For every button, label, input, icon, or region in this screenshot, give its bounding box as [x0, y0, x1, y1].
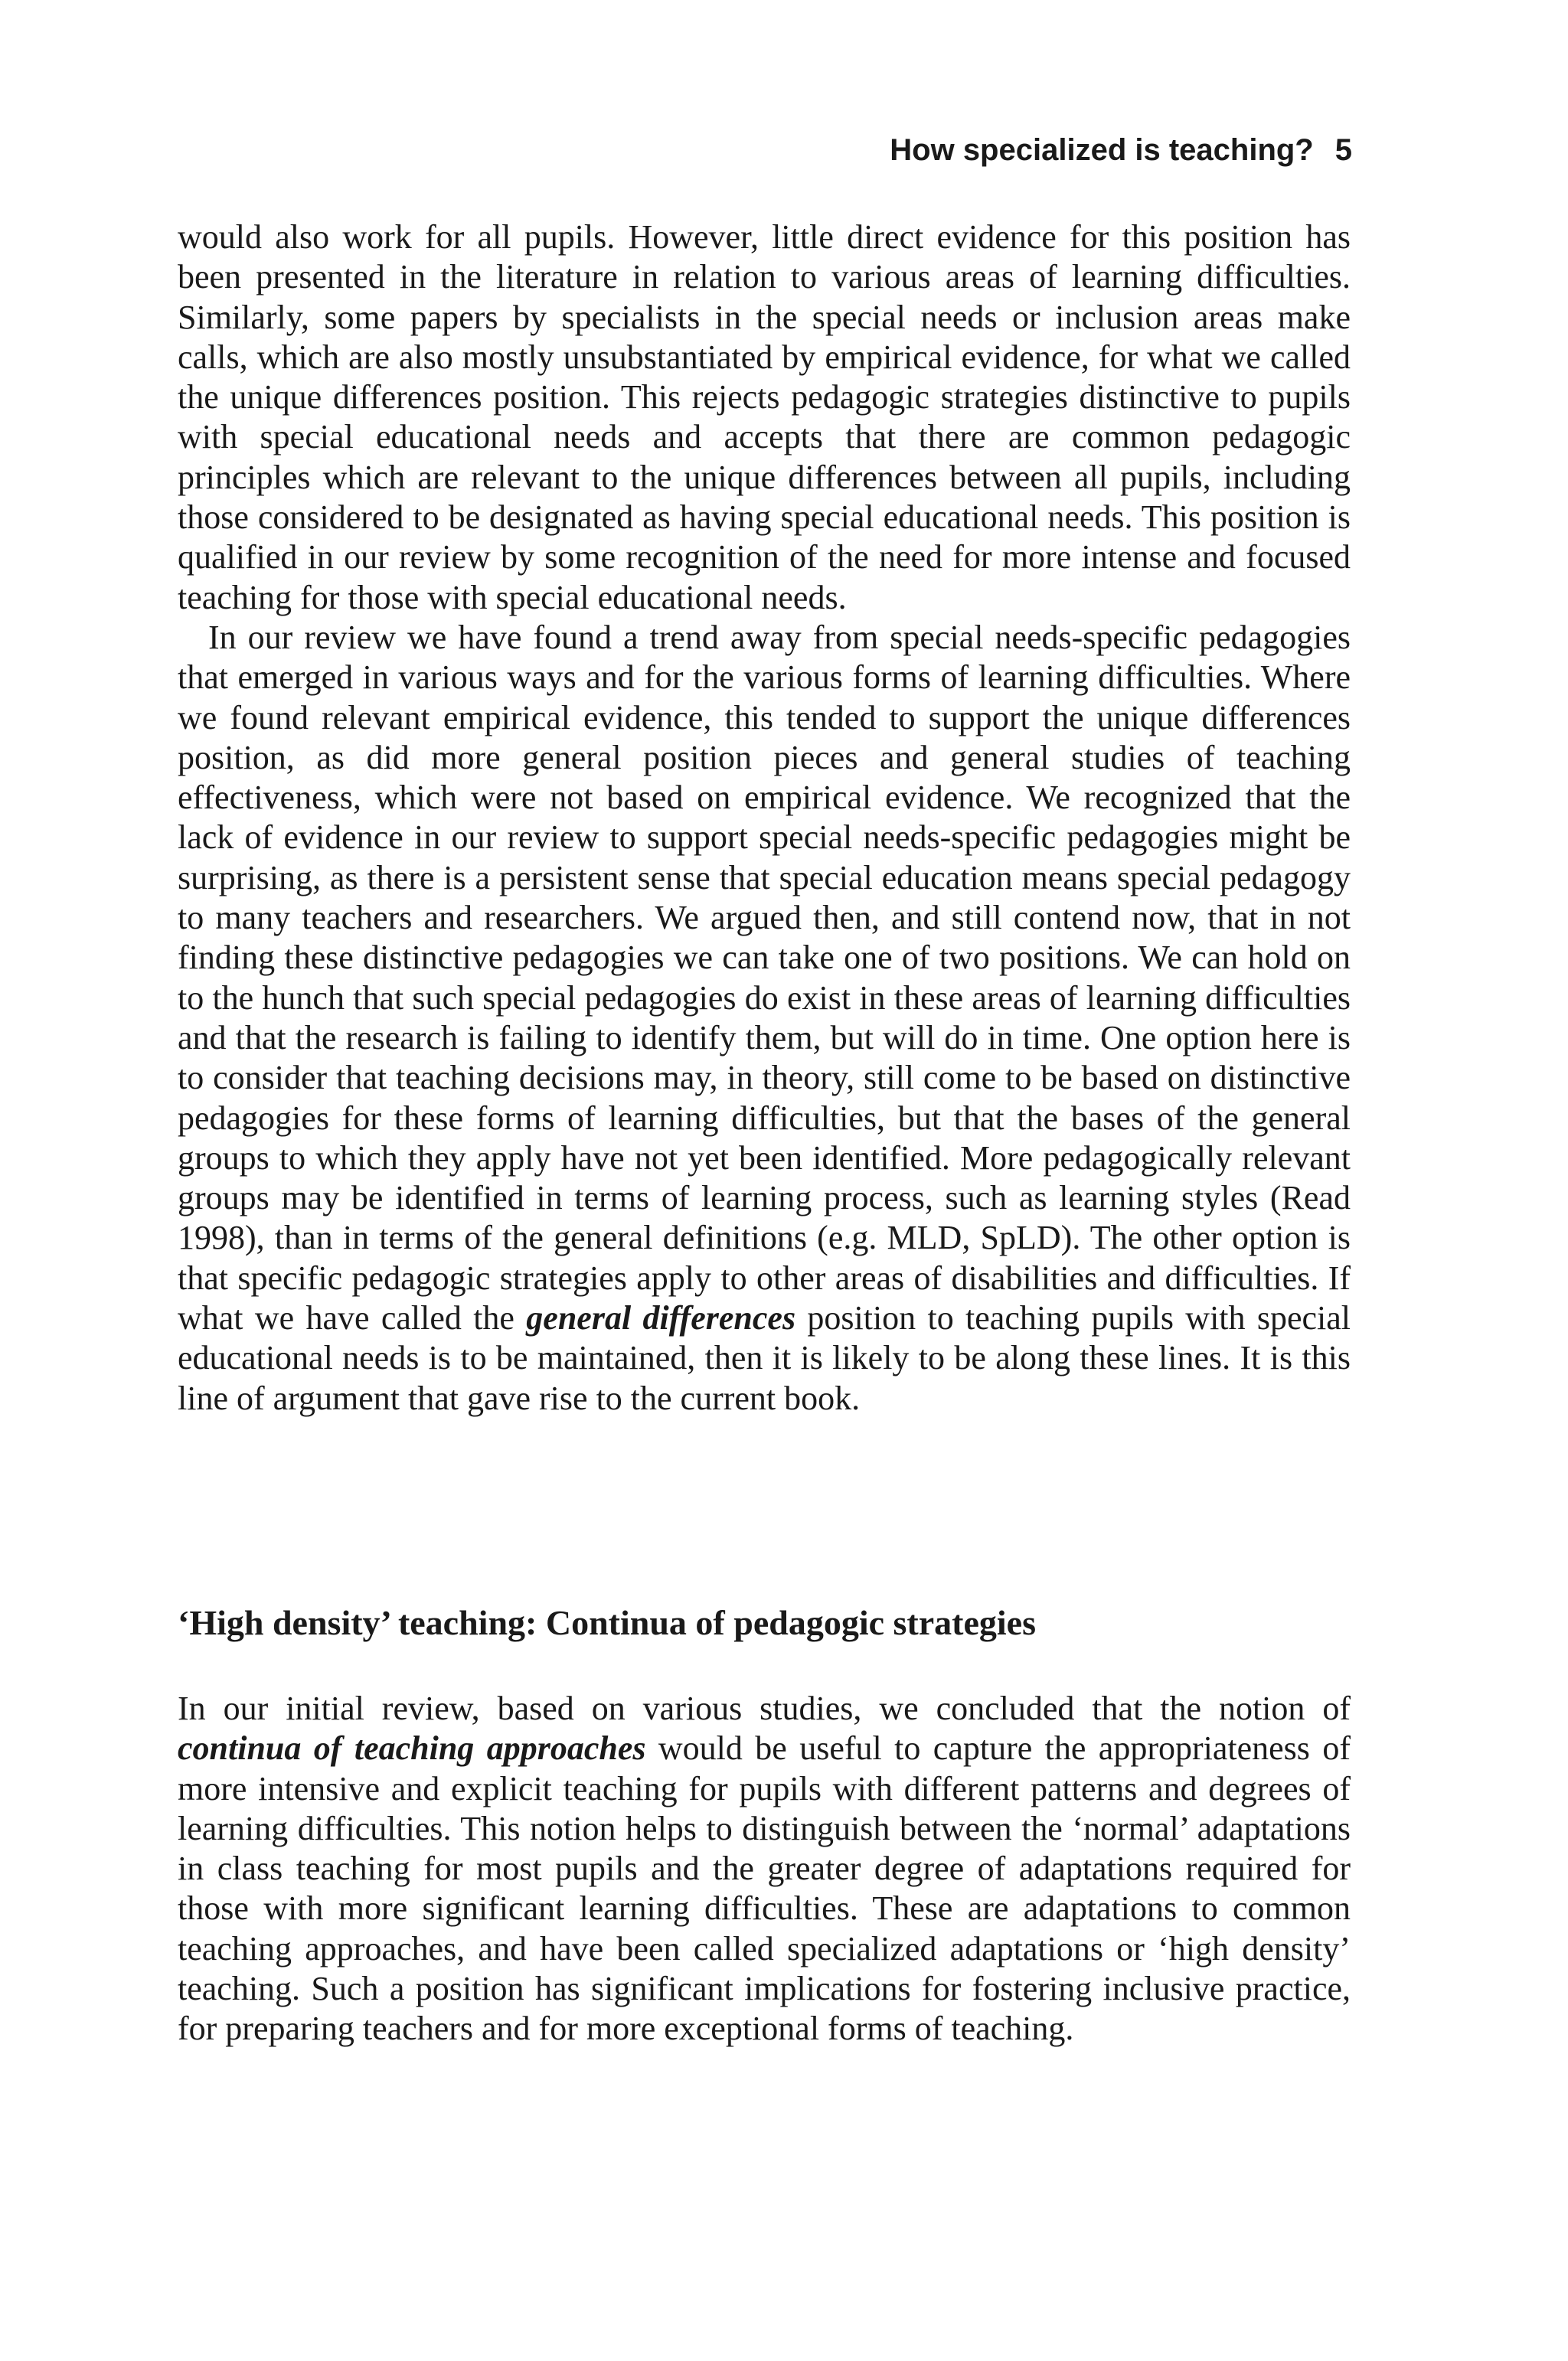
- running-title: How specialized is teaching?: [890, 133, 1314, 167]
- paragraph-2: [178, 618, 1351, 1419]
- running-head: [890, 129, 1352, 171]
- paragraph-1-text: would also work for all pupils. However, little direct evidence for this position has been presented in the literature in relation to various areas of learning difficulties. Similarly, some papers by specialists in the special needs or inclusion areas make calls, which are also mostly unsubstantiated by empirical evidence, for what we called the unique differences position. This rejects pedagogic strategies distinctive to pupils with special educational needs and accepts that there are common pedagogic principles which are relevant to the unique differences between all pupils, including those considered to be designated as having special educational needs. This position is qualified in our review by some recognition of the need for more intense and focused teaching for those with special educational needs.: [178, 218, 1351, 616]
- key-term-general-differences: general differences: [526, 1299, 796, 1337]
- section-text-block: [178, 1689, 1351, 2049]
- key-term-continua-of-teaching-approaches: continua of teaching approaches: [178, 1729, 646, 1768]
- section-heading: ‘High density’ teaching: Continua of pedagogic strategies: [178, 1603, 1037, 1642]
- paragraph-3-text-end: would be useful to capture the appropriateness of more intensive and explicit teaching for pupils with different patterns and degrees of learning difficulties. This notion helps to distinguish between the ‘normal’ adaptations in class teaching for most pupils and the greater degree of adaptations required for those with more significant learning difficulties. These are adaptations to common teaching approaches, and have been called specialized adaptations or ‘high density’ teaching. Such a position has significant implications for fostering inclusive practice, for preparing teachers and for more exceptional forms of teaching.: [178, 1729, 1351, 2048]
- paragraph-1: [178, 217, 1351, 618]
- paragraph-2-text-end: position to teaching pupils with special educational needs is to be maintained, then it is likely to be along these lines. It is this line of argument that gave rise to the current book.: [178, 1299, 1351, 1417]
- page-number: 5: [1334, 133, 1352, 167]
- paragraph-3-text-start: In our initial review, based on various studies, we concluded that the notion of: [178, 1690, 1351, 1727]
- paragraph-2-text-start: In our review we have found a trend away from special needs-specific pedagogies that emerged in various ways and for the various forms of learning difficulties. Where we found relevant empirical evidence, this tended to support the unique differences position, as did more general position pieces and general studies of teaching effectiveness, which were not based on empirical evidence. We recognized that the lack of evidence in our review to support special needs-specific pedagogies might be surprising, as there is a persistent sense that special education means special pedagogy to many teachers and researchers. We argued then, and still contend now, that in not finding these distinctive pedagogies we can take one of two positions. We can hold on to the hunch that such special pedagogies do exist in these areas of learning difficulties and that the research is failing to identify them, but will do in time. One option here is to consider that teaching decisions may, in theory, still come to be based on distinctive pedagogies for these forms of learning difficulties, but that the bases of the general groups to which they apply have not yet been identified. More pedagogically relevant groups may be identified in terms of learning process, such as learning styles (Read 1998), than in terms of the general definitions (e.g. MLD, SpLD). The other option is that specific pedagogic strategies apply to other areas of disabilities and difficulties. If what we have called the: [178, 618, 1351, 1337]
- paragraph-3: [178, 1689, 1351, 2049]
- main-text-block: [178, 217, 1351, 1419]
